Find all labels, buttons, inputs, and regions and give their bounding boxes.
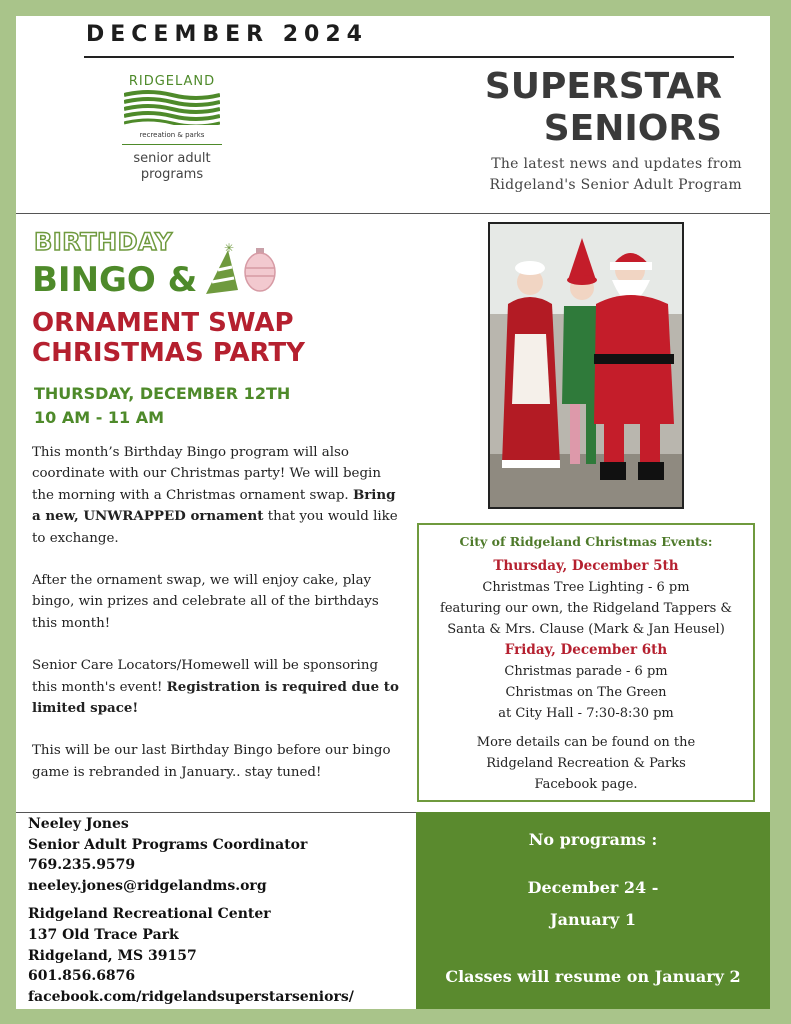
city-events-title: City of Ridgeland Christmas Events: — [459, 534, 713, 549]
event-date: THURSDAY, DECEMBER 12TH — [34, 384, 291, 403]
contact-block — [28, 814, 354, 1007]
notice-line1: No programs : — [528, 830, 658, 849]
contact-phone: 769.235.9579 — [28, 857, 136, 874]
notice-line2: December 24 - — [527, 878, 659, 897]
event-date-1: Thursday, December 5th — [493, 558, 679, 574]
no-programs-notice — [416, 812, 770, 1009]
issue-month: DECEMBER 2024 — [86, 22, 368, 47]
newsletter-title — [485, 66, 722, 150]
logo-divider — [122, 144, 222, 145]
city-events-box — [417, 523, 755, 802]
logo-program-line1: senior adult — [133, 151, 211, 166]
description-paragraph-2: After the ornament swap, we will enjoy cake, play bingo, win prizes and celebrate all of the birthdays this month! — [32, 573, 379, 631]
event-2-line3: at City Hall - 7:30-8:30 pm — [498, 706, 674, 721]
header-divider — [84, 56, 734, 58]
logo-subtitle: recreation & parks — [139, 131, 205, 139]
event-2-line2: Christmas on The Green — [505, 685, 667, 700]
santa-photo — [488, 222, 684, 509]
headline-line1: ORNAMENT SWAP — [32, 308, 294, 338]
center-city: Ridgeland, MS 39157 — [28, 947, 197, 964]
bottom-divider — [16, 812, 416, 813]
tagline-line2: Ridgeland's Senior Adult Program — [489, 177, 742, 193]
tagline-line1: The latest news and updates from — [491, 156, 742, 172]
facebook-link[interactable]: facebook.com/ridgelandsuperstarseniors/ — [28, 988, 354, 1005]
more-details — [419, 732, 753, 795]
more-details-line1: More details can be found on the — [476, 735, 696, 750]
contact-email[interactable]: neeley.jones@ridgelandms.org — [28, 877, 267, 894]
center-phone: 601.856.6876 — [28, 968, 136, 985]
event-1-line1: Christmas Tree Lighting - 6 pm — [482, 580, 690, 595]
contact-name: Neeley Jones — [28, 816, 129, 832]
santa-photo-illustration — [490, 224, 682, 507]
section-divider — [16, 213, 770, 214]
event-date-2: Friday, December 6th — [504, 642, 668, 658]
ridgeland-logo — [118, 74, 226, 183]
notice-line4: Classes will resume on January 2 — [445, 967, 741, 986]
description-paragraph-1: This month’s Birthday Bingo program will also coordinate with our Christmas party! We will begin the morning with a Christmas ornament swap. Bring a new, UNWRAPPED ornament that you would like to exchange. — [32, 445, 398, 546]
logo-name: RIDGELAND — [128, 74, 216, 89]
event-description — [32, 442, 402, 804]
event-1-line3: Santa & Mrs. Clause (Mark & Jan Heusel) — [447, 622, 725, 637]
contact-role: Senior Adult Programs Coordinator — [28, 836, 308, 853]
party-headline — [32, 308, 305, 368]
party-hat-ornament-icon — [202, 242, 282, 302]
center-street: 137 Old Trace Park — [28, 926, 179, 943]
newsletter-page — [16, 16, 770, 1009]
event-time: 10 AM - 11 AM — [34, 408, 165, 427]
description-paragraph-4: This will be our last Birthday Bingo before our bingo game is rebranded in January.. stay tuned! — [32, 743, 391, 780]
bingo-heading: BINGO & — [32, 260, 198, 300]
description-paragraph-3: Senior Care Locators/Homewell will be sponsoring this month's event! Registration is required due to limited space! — [32, 658, 399, 717]
center-name: Ridgeland Recreational Center — [28, 906, 271, 923]
tagline — [489, 154, 742, 196]
more-details-line2: Ridgeland Recreation & Parks — [486, 756, 686, 771]
more-details-line3: Facebook page. — [534, 777, 638, 792]
event-when — [34, 382, 290, 430]
logo-program-line2: programs — [140, 167, 204, 182]
logo-waves-icon — [124, 89, 220, 125]
event-2-line1: Christmas parade - 6 pm — [504, 664, 668, 679]
title-line1: SUPERSTAR — [484, 66, 722, 107]
title-line2: SENIORS — [543, 108, 722, 149]
notice-dates — [416, 872, 770, 936]
headline-line2: CHRISTMAS PARTY — [32, 338, 305, 368]
notice-line3: January 1 — [550, 910, 636, 929]
birthday-heading: BIRTHDAY — [34, 228, 173, 256]
svg-text:✳: ✳ — [224, 242, 235, 255]
event-1-line2: featuring our own, the Ridgeland Tappers & — [440, 601, 732, 616]
